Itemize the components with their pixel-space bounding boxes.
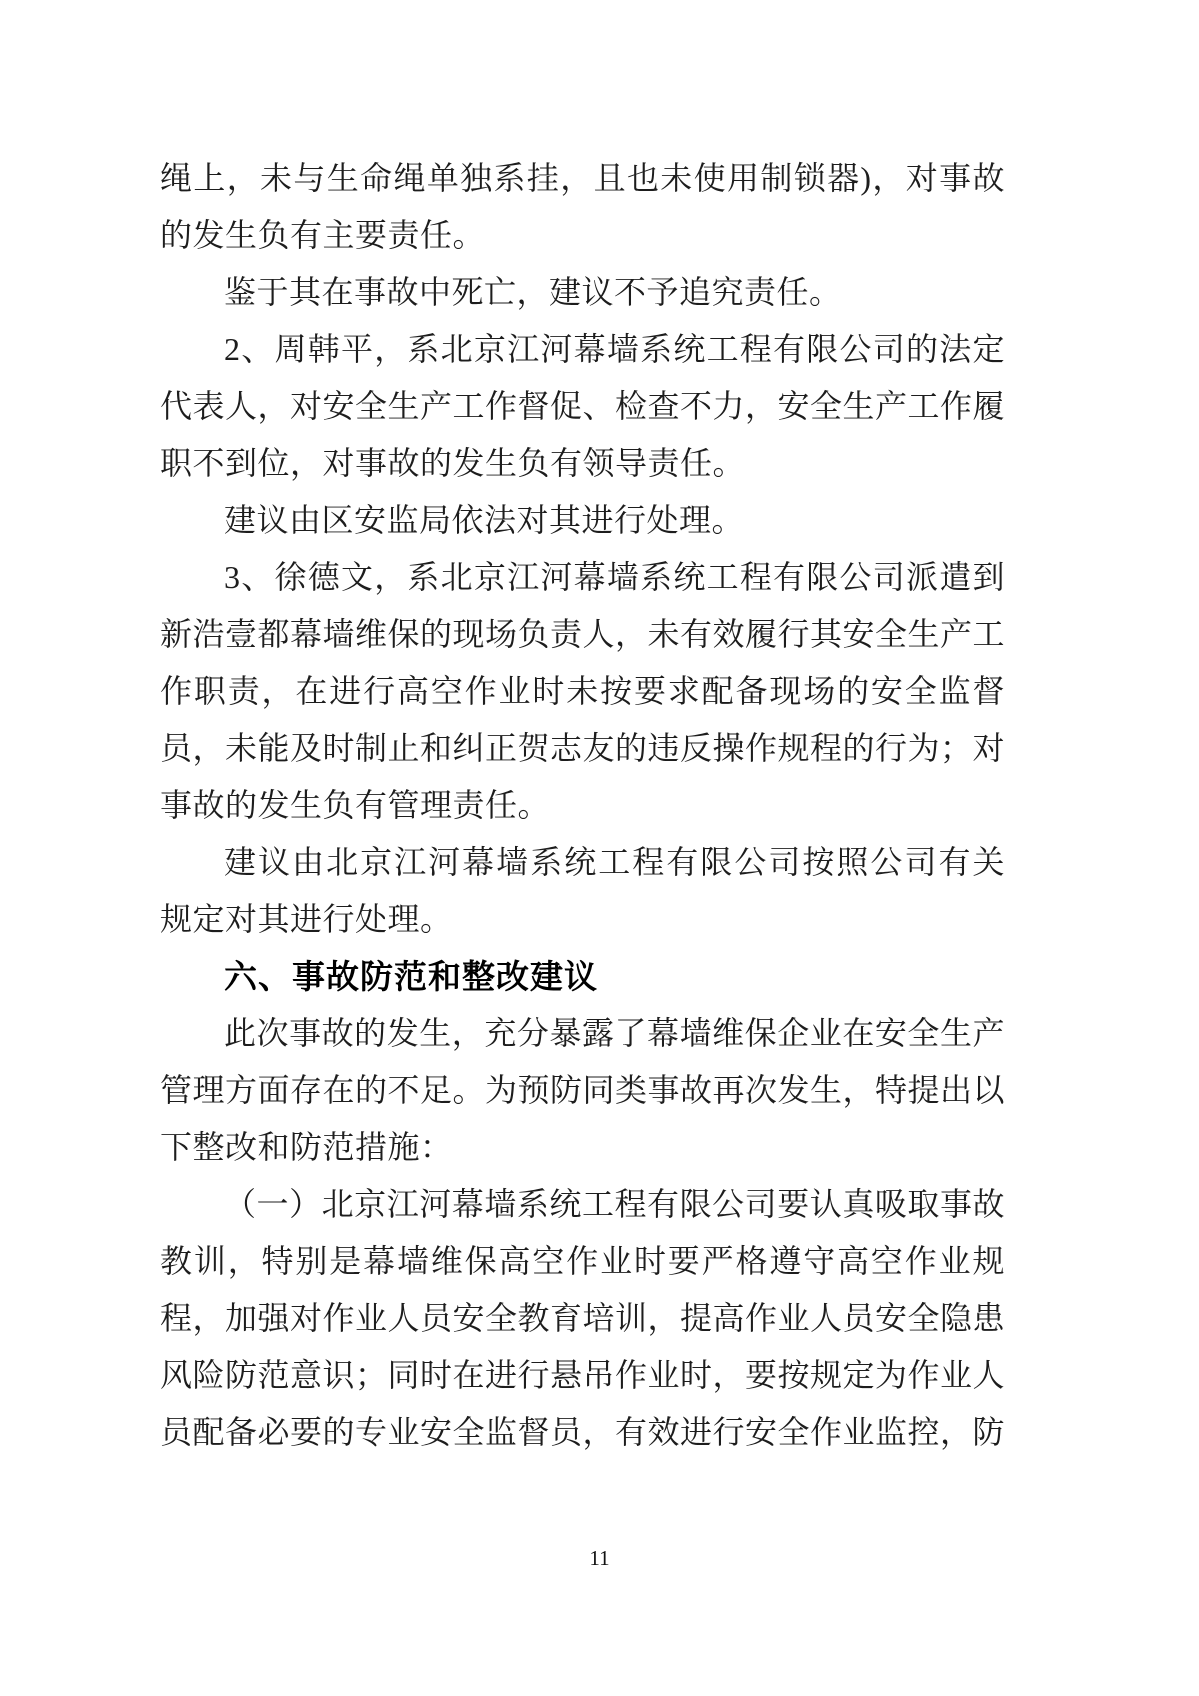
text-line: 作职责，在进行高空作业时未按要求配备现场的安全监督 [160, 673, 1005, 709]
text-line: 2、周韩平，系北京江河幕墙系统工程有限公司的法定 [224, 331, 1005, 367]
text-line: 鉴于其在事故中死亡，建议不予追究责任。 [224, 274, 842, 310]
text-line: 3、徐德文，系北京江河幕墙系统工程有限公司派遣到 [224, 559, 1005, 595]
text-line: 教训，特别是幕墙维保高空作业时要严格遵守高空作业规 [160, 1243, 1005, 1279]
text-line: 规定对其进行处理。 [160, 901, 453, 937]
body-text [160, 150, 1005, 1461]
text-line: 建议由北京江河幕墙系统工程有限公司按照公司有关 [224, 844, 1005, 880]
text-line: 新浩壹都幕墙维保的现场负责人，未有效履行其安全生产工 [160, 616, 1006, 652]
text-line: 下整改和防范措施： [160, 1129, 453, 1165]
text-line: 程，加强对作业人员安全教育培训，提高作业人员安全隐患 [160, 1300, 1006, 1336]
text-line: 管理方面存在的不足。为预防同类事故再次发生，特提出以 [160, 1072, 1006, 1108]
text-line: 绳上，未与生命绳单独系挂，且也未使用制锁器)，对事故 [160, 160, 1005, 196]
section-heading: 六、事故防范和整改建议 [224, 958, 598, 995]
text-line: 职不到位，对事故的发生负有领导责任。 [160, 445, 746, 481]
text-line: 代表人，对安全生产工作督促、检查不力，安全生产工作履 [160, 388, 1006, 424]
text-line: 员，未能及时制止和纠正贺志友的违反操作规程的行为；对 [160, 730, 1006, 766]
text-line: 建议由区安监局依法对其进行处理。 [224, 502, 745, 538]
text-line: 此次事故的发生，充分暴露了幕墙维保企业在安全生产 [224, 1015, 1005, 1051]
text-line: （一）北京江河幕墙系统工程有限公司要认真吸取事故 [224, 1186, 1005, 1222]
page-number: 11 [589, 1546, 610, 1570]
text-line: 员配备必要的专业安全监督员，有效进行安全作业监控，防 [160, 1414, 1006, 1450]
text-line: 风险防范意识；同时在进行悬吊作业时，要按规定为作业人 [160, 1357, 1006, 1393]
text-line: 事故的发生负有管理责任。 [160, 787, 551, 823]
text-line: 的发生负有主要责任。 [160, 217, 486, 253]
